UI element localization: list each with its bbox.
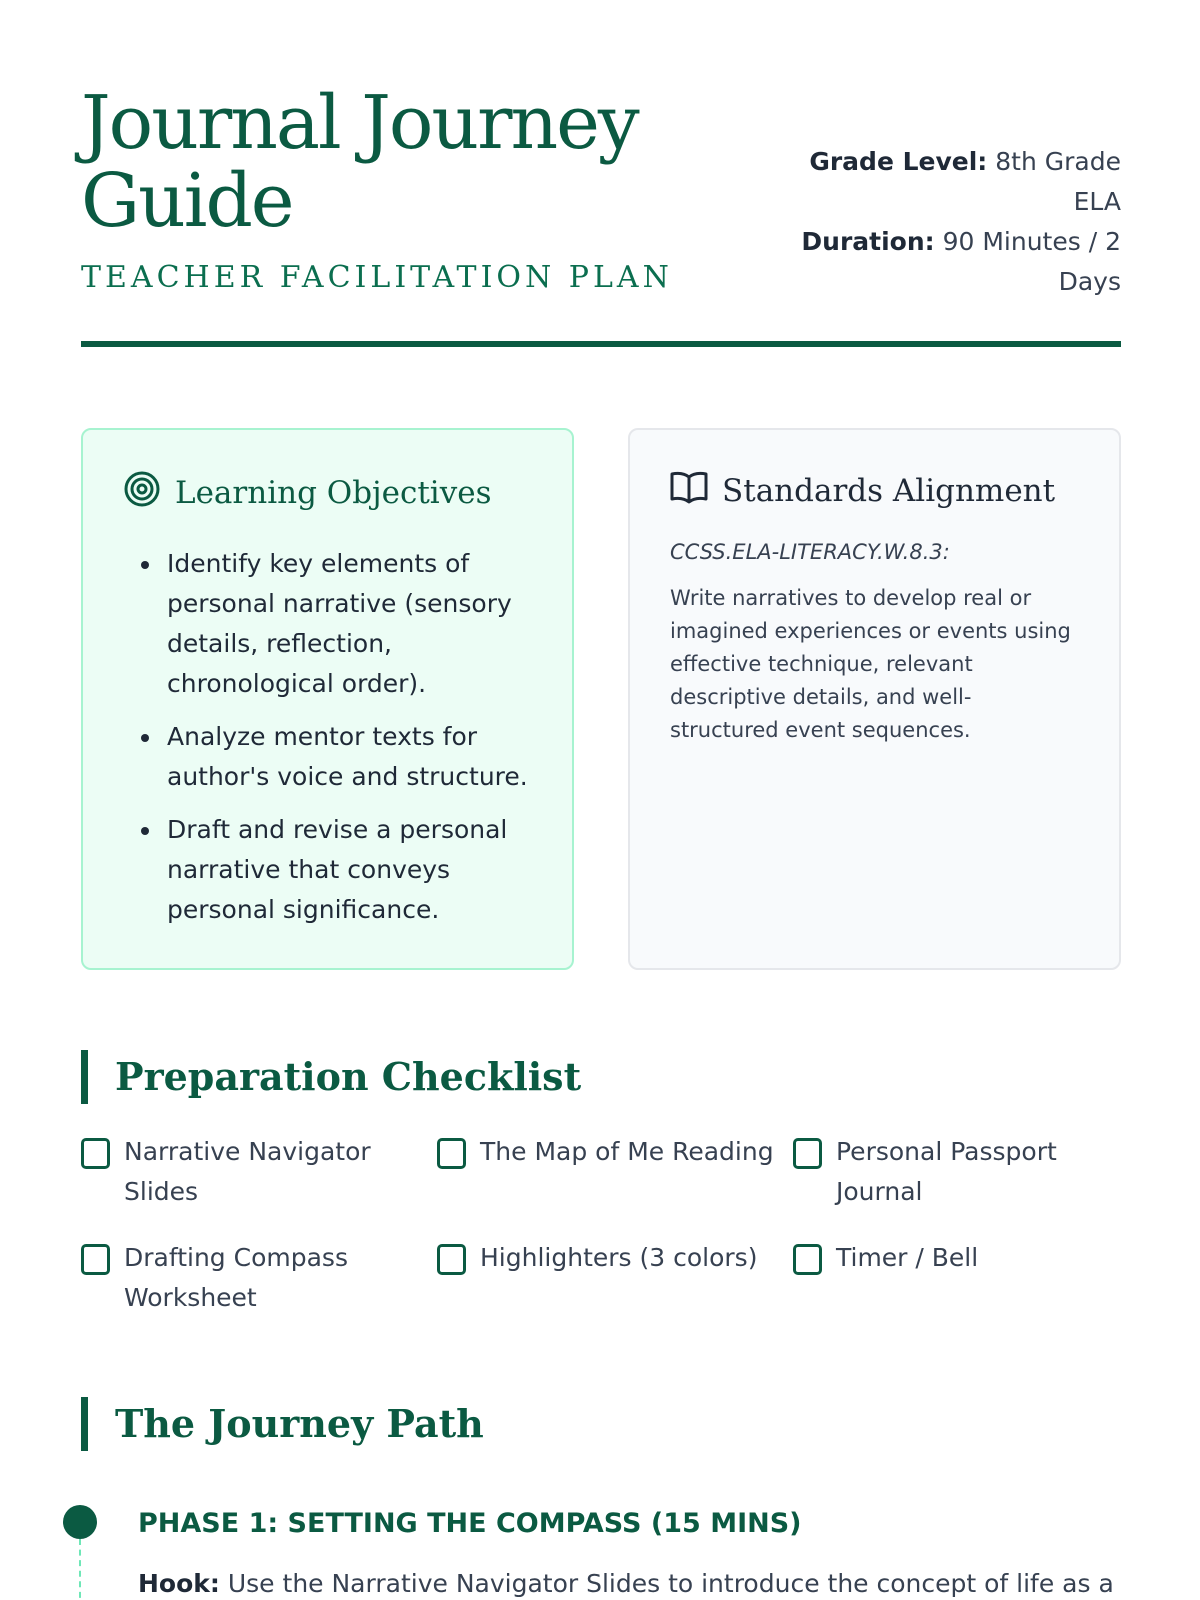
checkbox[interactable] — [81, 1244, 110, 1275]
checklist-item-label: Highlighters (3 colors) — [480, 1243, 758, 1272]
checklist-item-label: Narrative Navigator Slides — [124, 1137, 371, 1206]
duration-label: Duration: — [801, 227, 935, 256]
objectives-title: Learning Objectives — [175, 475, 492, 511]
timeline-dot — [63, 1505, 97, 1539]
checkbox[interactable] — [437, 1138, 466, 1169]
checkbox[interactable] — [793, 1244, 822, 1275]
checklist-item[interactable] — [793, 1238, 1121, 1318]
checkbox[interactable] — [81, 1138, 110, 1169]
checklist-item-label: Drafting Compass Worksheet — [124, 1243, 348, 1312]
checklist-item-label: Personal Passport Journal — [836, 1137, 1057, 1206]
checklist-item-label: The Map of Me Reading — [480, 1137, 774, 1166]
grade-level — [801, 142, 1121, 222]
grade-value: 8th Grade ELA — [995, 147, 1121, 216]
standards-alignment-card — [628, 428, 1121, 970]
checklist-heading: Preparation Checklist — [81, 1050, 581, 1104]
lesson-meta — [801, 142, 1121, 302]
checklist-item[interactable] — [437, 1238, 793, 1318]
timeline-connector — [79, 1539, 81, 1600]
duration-value: 90 Minutes / 2 Days — [942, 227, 1121, 296]
standards-title: Standards Alignment — [722, 473, 1056, 509]
checklist-item-label: Timer / Bell — [836, 1243, 979, 1272]
objectives-list — [163, 544, 532, 930]
objective-item: • Analyze mentor texts for author's voice and structure. — [163, 717, 532, 797]
page-subtitle: TEACHER FACILITATION PLAN — [81, 260, 673, 295]
checklist-item[interactable] — [81, 1238, 437, 1318]
learning-objectives-card — [81, 428, 574, 970]
checklist-item[interactable] — [793, 1132, 1121, 1212]
phase-title: PHASE 1: SETTING THE COMPASS (15 MINS) — [138, 1508, 802, 1539]
open-book-icon — [670, 470, 708, 512]
checklist-item[interactable] — [437, 1132, 793, 1212]
phase-description — [138, 1566, 1114, 1600]
header-divider — [81, 341, 1121, 347]
page-title: Journal Journey Guide — [81, 80, 638, 244]
checklist-item[interactable] — [81, 1132, 437, 1212]
checkbox[interactable] — [437, 1244, 466, 1275]
checkbox[interactable] — [793, 1138, 822, 1169]
journey-heading: The Journey Path — [81, 1397, 484, 1451]
objective-item: • Draft and revise a personal narrative that conveys personal significance. — [163, 810, 532, 930]
phase-label: Hook: — [138, 1569, 220, 1598]
standard-text: Write narratives to develop real or imagined experiences or events using effective technique, relevant descriptive details, and well-structured event sequences. — [670, 586, 1071, 742]
standard-code: CCSS.ELA-LITERACY.W.8.3: — [670, 540, 950, 564]
duration — [801, 222, 1121, 302]
target-icon — [123, 470, 161, 516]
objective-item: • Identify key elements of personal narrative (sensory details, reflection, chronological order). — [163, 544, 532, 704]
phase-text: Use the Narrative Navigator Slides to introduce the concept of life as a — [227, 1569, 1114, 1598]
grade-label: Grade Level: — [809, 147, 988, 176]
preparation-checklist — [81, 1132, 1121, 1318]
